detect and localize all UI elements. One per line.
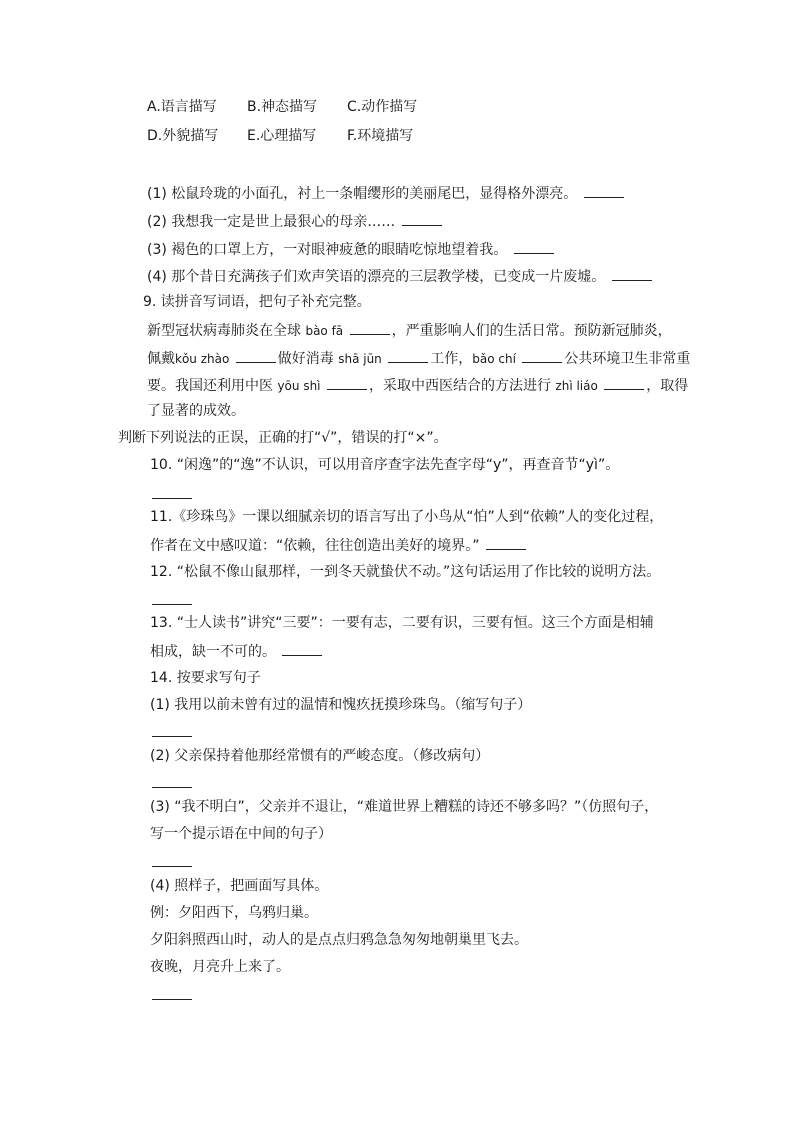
q9-line-1: 新型冠状病毒肺炎在全球 bào fā ，严重影响人们的生活日常。预防新冠肺炎，	[147, 320, 672, 341]
q14-answer-3	[150, 852, 194, 873]
q8-item-1: (1) 松鼠玲珑的小面孔，衬上一条帽缨形的美丽尾巴，显得格外漂亮。	[147, 183, 626, 204]
q14-answer-4	[150, 985, 194, 1006]
q14-answer-1	[150, 722, 194, 743]
answer-blank[interactable]	[327, 375, 367, 390]
answer-blank[interactable]	[152, 773, 192, 788]
judge-section-title: 判断下列说法的正误，正确的打“√”，错误的打“×”。	[118, 430, 448, 446]
q8-item-3: (3) 褐色的口罩上方，一对眼神疲惫的眼睛吃惊地望着我。	[147, 239, 556, 260]
pinyin: bào fā	[305, 324, 344, 338]
q14-prompt: 夜晚，月亮升上来了。	[150, 959, 290, 975]
option-f: F.环境描写	[347, 128, 414, 144]
q11-text-2: 作者在文中感叹道：“依赖，往往创造出美好的境界。”	[150, 535, 528, 556]
answer-blank[interactable]	[282, 641, 322, 656]
q8-item-4: (4) 那个昔日充满孩子们欢声笑语的漂亮的三层教学楼，已变成一片废墟。	[147, 266, 654, 287]
answer-blank[interactable]	[604, 375, 644, 390]
q14-item-3b: 写一个提示语在中间的句子）	[150, 826, 332, 842]
q12-answer	[150, 590, 194, 611]
option-d: D.外貌描写	[147, 128, 219, 144]
q10-text: 10. “闲逸”的“逸”不认识，可以用音序查字法先查字母“y”，再查音节“yì”。	[150, 457, 620, 473]
pinyin: bǎo chí	[472, 352, 516, 366]
q14-example-2: 夕阳斜照西山时，动人的是点点归鸦急急匆匆地朝巢里飞去。	[150, 932, 528, 948]
q11-text-1: 11.《珍珠鸟》一课以细腻亲切的语言写出了小鸟从“怕”人到“依赖”人的变化过程，	[150, 509, 664, 525]
option-a: A.语言描写	[147, 99, 217, 115]
answer-blank[interactable]	[152, 590, 192, 605]
q13-text-2: 相成，缺一不可的。	[150, 641, 324, 662]
q10-answer	[150, 484, 194, 505]
option-c: C.动作描写	[347, 99, 418, 115]
pinyin: kǒu zhào	[175, 352, 230, 366]
pinyin: zhì liáo	[555, 379, 598, 393]
q14-item-2: (2) 父亲保持着他那经常惯有的严峻态度。（修改病句）	[150, 748, 490, 764]
q13-text-1: 13. “士人读书”讲究“三要”：一要有志，二要有识，三要有恒。这三个方面是相辅	[150, 615, 654, 631]
option-e: E.心理描写	[247, 128, 317, 144]
answer-blank[interactable]	[486, 535, 526, 550]
answer-blank[interactable]	[514, 239, 554, 254]
answer-blank[interactable]	[388, 348, 428, 363]
q14-item-4: (4) 照样子，把画面写具体。	[150, 878, 329, 894]
answer-blank[interactable]	[522, 348, 562, 363]
q14-example-1: 例：夕阳西下，乌鸦归巢。	[150, 905, 318, 921]
answer-blank[interactable]	[612, 266, 652, 281]
answer-blank[interactable]	[402, 211, 442, 226]
q14-answer-2	[150, 773, 194, 794]
q14-item-1: (1) 我用以前未曾有过的温情和愧疚抚摸珍珠鸟。（缩写句子）	[150, 697, 532, 713]
q14-title: 14. 按要求写句子	[150, 670, 261, 686]
q8-item-2: (2) 我想我一定是世上最狠心的母亲……	[147, 211, 444, 232]
answer-blank[interactable]	[236, 348, 276, 363]
pinyin: shā jūn	[338, 352, 382, 366]
q9-line-3: 要。我国还利用中医 yōu shì ，采取中西医结合的方法进行 zhì liáo ，取得	[147, 375, 688, 396]
option-b: B.神态描写	[247, 99, 318, 115]
options-row-2	[147, 126, 447, 146]
answer-blank[interactable]	[152, 722, 192, 737]
q9-line-2: 佩戴kǒu zhào 做好消毒 shā jūn 工作，bǎo chí 公共环境卫生非常重	[147, 348, 690, 369]
pinyin: yōu shì	[277, 379, 321, 393]
q12-text: 12. “松鼠不像山鼠那样，一到冬天就蛰伏不动。”这句话运用了作比较的说明方法。	[150, 564, 661, 580]
answer-blank[interactable]	[152, 852, 192, 867]
answer-blank[interactable]	[152, 985, 192, 1000]
answer-blank[interactable]	[350, 320, 390, 335]
q9-title: 9. 读拼音写词语，把句子补充完整。	[143, 294, 371, 310]
q14-item-3a: (3) “我不明白”，父亲并不退让，“难道世界上糟糕的诗还不够多吗？”（仿照句子，	[150, 799, 659, 815]
q9-line-4: 了显著的成效。	[147, 403, 245, 419]
options-row-1	[147, 97, 447, 117]
answer-blank[interactable]	[152, 484, 192, 499]
answer-blank[interactable]	[584, 183, 624, 198]
